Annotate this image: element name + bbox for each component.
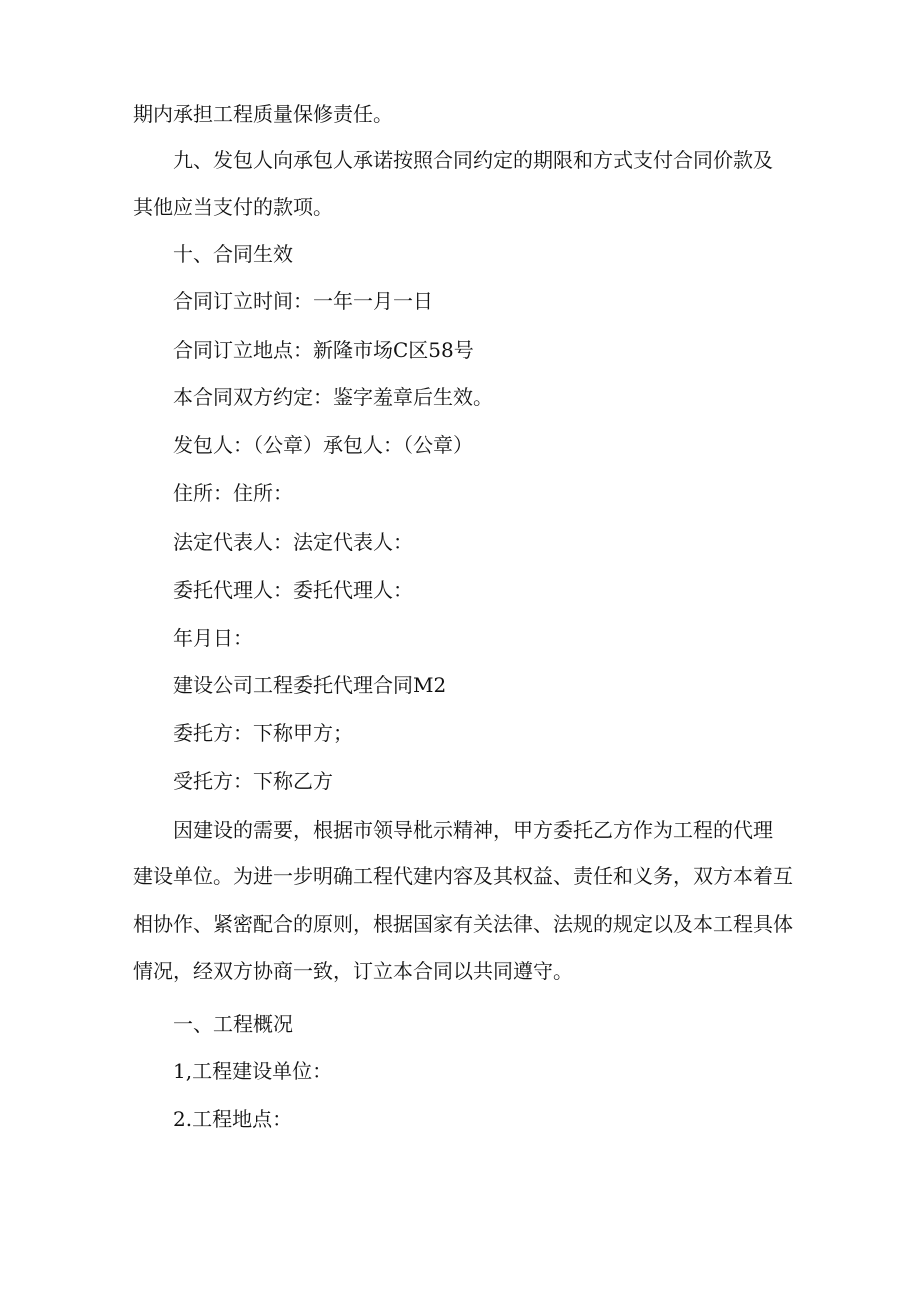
- paragraph-line: 合同订立时间：一年一月一日: [173, 289, 433, 313]
- paragraph-line: 建设单位。为进一步明确工程代建内容及其权益、责任和义务，双方本着互: [133, 864, 793, 888]
- paragraph-line: 年月日：: [173, 626, 253, 650]
- paragraph-line: 受托方：下称乙方: [173, 769, 333, 793]
- paragraph-line: 1,工程建设单位：: [173, 1059, 333, 1083]
- paragraph-line: 委托代理人：委托代理人：: [173, 578, 413, 602]
- paragraph-line: 情况，经双方协商一致，订立本合同以共同遵守。: [133, 959, 573, 983]
- paragraph-line: 相协作、紧密配合的原则，根据国家有关法律、法规的规定以及本工程具体: [133, 912, 793, 936]
- section-heading: 十、合同生效: [173, 242, 293, 266]
- document-title: 建设公司工程委托代理合同M2: [173, 673, 447, 697]
- paragraph-line: 其他应当支付的款项。: [133, 195, 333, 219]
- paragraph-line: 2.工程地点：: [173, 1107, 293, 1131]
- paragraph-line: 期内承担工程质量保修责任。: [133, 102, 393, 126]
- paragraph-line: 法定代表人：法定代表人：: [173, 530, 413, 554]
- paragraph-line: 发包人：（公章）承包人：（公章）: [173, 433, 473, 457]
- paragraph-line: 因建设的需要，根据市领导枇示精神，甲方委托乙方作为工程的代理: [173, 818, 773, 842]
- paragraph-line: 合同订立地点：新隆市场C区58号: [173, 338, 474, 362]
- section-heading: 一、工程概况: [173, 1012, 293, 1036]
- paragraph-line: 九、发包人向承包人承诺按照合同约定的期限和方式支付合同价款及: [173, 148, 773, 172]
- paragraph-line: 住所：住所：: [173, 481, 293, 505]
- paragraph-line: 委托方：下称甲方；: [173, 721, 353, 745]
- paragraph-line: 本合同双方约定：鉴字羞章后生效。: [173, 385, 493, 409]
